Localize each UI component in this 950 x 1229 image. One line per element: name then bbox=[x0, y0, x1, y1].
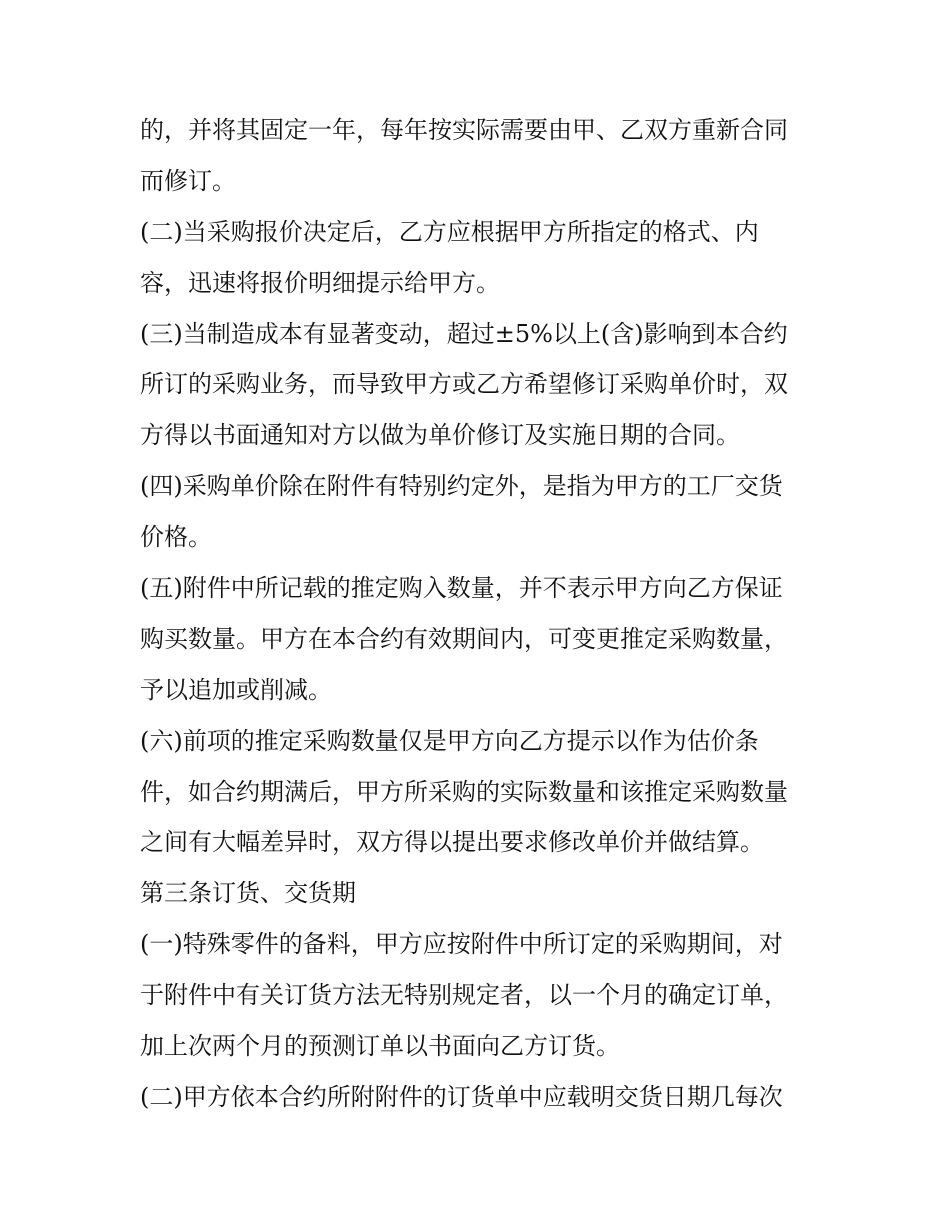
text-line: (五)附件中所记载的推定购入数量，并不表示甲方向乙方保证 bbox=[140, 574, 783, 603]
text-line: (三)当制造成本有显著变动，超过±5%以上(含)影响到本合约 bbox=[140, 319, 788, 348]
text-line: 购买数量。甲方在本合约有效期间内，可变更推定采购数量， bbox=[140, 624, 788, 653]
text-line: 而修订。 bbox=[140, 166, 236, 195]
text-line: 所订的采购业务，而导致甲方或乙方希望修订采购单价时，双 bbox=[140, 370, 788, 399]
text-line: 之间有大幅差异时，双方得以提出要求修改单价并做结算。 bbox=[140, 828, 764, 857]
text-line: 予以追加或削减。 bbox=[140, 675, 332, 704]
text-line: (六)前项的推定采购数量仅是甲方向乙方提示以作为估价条 bbox=[140, 726, 759, 755]
text-line: (四)采购单价除在附件有特别约定外，是指为甲方的工厂交货 bbox=[140, 472, 783, 501]
text-line: (一)特殊零件的备料，甲方应按附件中所订定的采购期间，对 bbox=[140, 930, 783, 959]
text-line: (二)当采购报价决定后，乙方应根据甲方所指定的格式、内 bbox=[140, 217, 759, 246]
text-line: 件，如合约期满后，甲方所采购的实际数量和该推定采购数量 bbox=[140, 777, 788, 806]
text-line: 于附件中有关订货方法无特别规定者，以一个月的确定订单， bbox=[140, 981, 788, 1010]
document-body bbox=[140, 105, 820, 1123]
section-heading: 第三条订货、交货期 bbox=[140, 879, 356, 908]
text-line: 价格。 bbox=[140, 523, 212, 552]
text-line: 方得以书面通知对方以做为单价修订及实施日期的合同。 bbox=[140, 421, 740, 450]
text-line: 的，并将其固定一年，每年按实际需要由甲、乙双方重新合同 bbox=[140, 116, 788, 144]
text-line: 容，迅速将报价明细提示给甲方。 bbox=[140, 268, 500, 297]
text-line: 加上次两个月的预测订单以书面向乙方订货。 bbox=[140, 1032, 620, 1061]
text-line: (二)甲方依本合约所附附件的订货单中应载明交货日期几每次 bbox=[140, 1082, 783, 1111]
